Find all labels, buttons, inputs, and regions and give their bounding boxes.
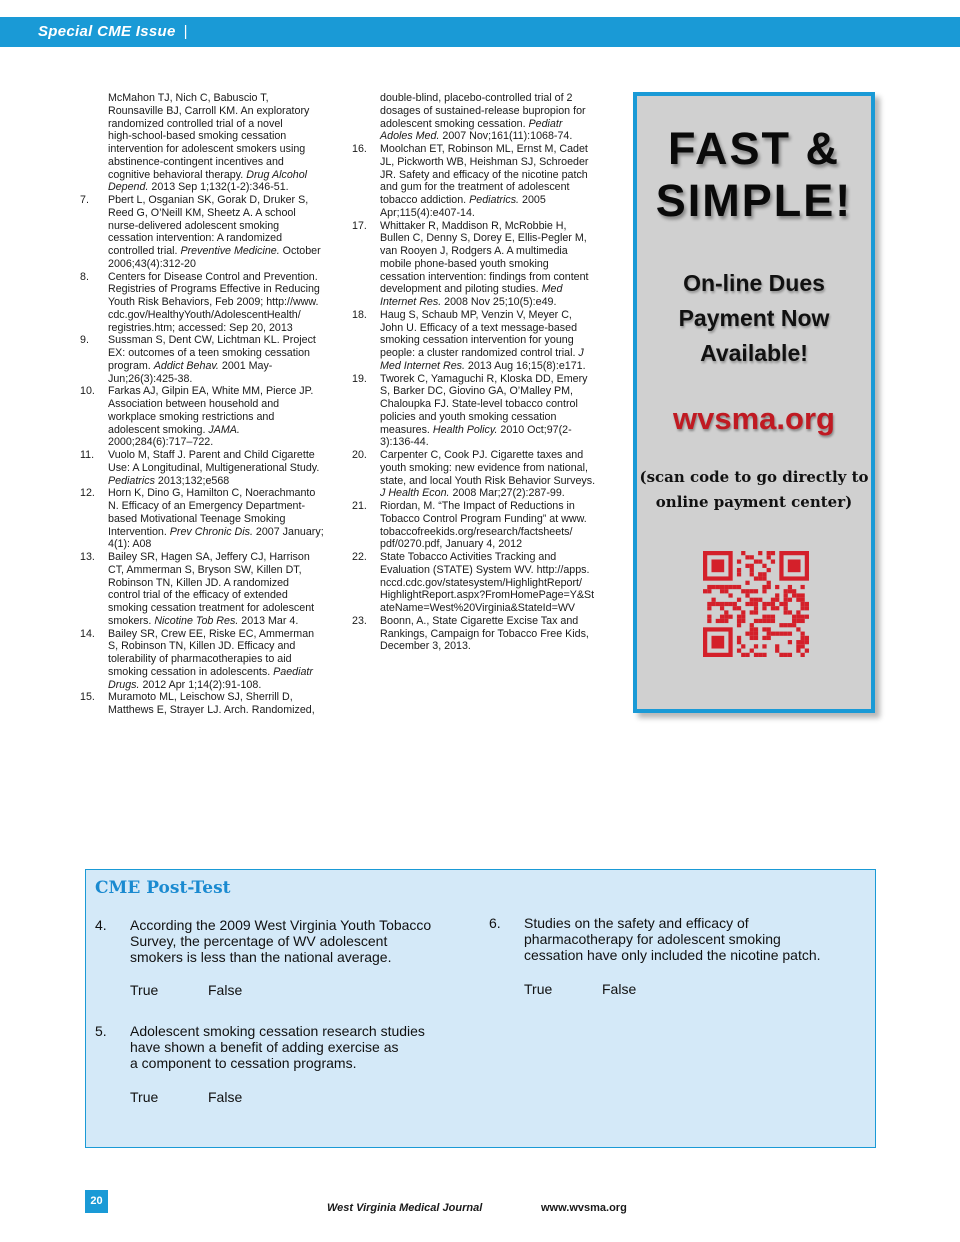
reference-item (80, 691, 332, 717)
reference-text: Farkas AJ, Gilpin EA, White MM, Pierce JP. Association between household and workplace smoking restrictions and adolescent smoking. JAMA. 2000;284(6):717–722. (108, 385, 314, 449)
reference-number: 15. (80, 691, 95, 704)
page-number: 20 (85, 1190, 108, 1213)
reference-item (352, 92, 608, 143)
reference-text: Vuolo M, Staff J. Parent and Child Cigarette Use: A Longitudinal, Multigenerational Study. Pediatrics 2013;132;e568 (108, 449, 320, 487)
reference-item (80, 92, 332, 194)
journal-url[interactable]: www.wvsma.org (541, 1202, 627, 1214)
reference-item (80, 628, 332, 692)
reference-number: 23. (352, 614, 367, 627)
ad-headline-2: SIMPLE! (655, 175, 853, 226)
reference-text: Bailey SR, Crew EE, Riske EC, Ammerman S, Robinson TN, Killen JD. Efficacy and tolerability of pharmacotherapies to aid smoking cessation in adolescents. Paediatr Drugs. 2012 Apr 1;14(2):91-108. (108, 627, 315, 691)
question-text: Adolescent smoking cessation research studies have shown a benefit of adding exercise as a component to cessation programs. (130, 1023, 425, 1071)
reference-item (80, 271, 332, 335)
reference-number: 20. (352, 449, 367, 461)
reference-item (352, 500, 608, 551)
reference-number: 10. (80, 385, 95, 398)
reference-text: Moolchan ET, Robinson ML, Ernst M, Cadet JL, Pickworth WB, Heishman SJ, Schroeder JR. Safety and efficacy of the nicotine patch and gum for the treatment of adolescent tobacco addiction. Pediatrics. 2005 Apr;115(4):e407-14. (380, 143, 589, 219)
reference-item (352, 449, 608, 500)
dues-payment-ad (633, 92, 875, 713)
header-bar (0, 17, 960, 47)
references-column-2 (352, 92, 608, 653)
reference-item (352, 615, 608, 653)
reference-text: Haug S, Schaub MP, Venzin V, Meyer C, John U. Efficacy of a text message-based smoking cessation intervention for young people: a cluster randomized control trial. J Med Internet Res. 2013 Aug 16;15(8):e171. (380, 308, 586, 372)
reference-text: Riordan, M. “The Impact of Reductions in Tobacco Control Program Funding” at www. tobaccofreekids.org/research/factsheets/ pdf/0270.pdf, January 4, 2012 (380, 500, 587, 551)
reference-text: Bailey SR, Hagen SA, Jeffery CJ, Harrison CT, Ammerman S, Bryson SW, Killen DT, Robinson TN, Killen JD. A randomized control trial of the efficacy of extended smoking cessation treatment for adolescent smokers. Nicotine Tob Res. 2013 Mar 4. (108, 551, 315, 627)
reference-item (352, 551, 608, 615)
ad-subhead-1: On-line Dues (683, 270, 825, 296)
reference-text: double-blind, placebo-controlled trial of 2 dosages of sustained-release bupropion for adolescent smoking cessation. Pediatr Adoles Med. 2007 Nov;161(11):1068-74. (380, 92, 586, 143)
reference-text: Boonn, A., State Cigarette Excise Tax and Rankings, Campaign for Tobacco Free Kids, December 3, 2013. (380, 614, 589, 653)
reference-number (80, 92, 108, 194)
journal-name: West Virginia Medical Journal (327, 1202, 483, 1214)
reference-text: State Tobacco Activities Tracking and Evaluation (STATE) System WV. http://apps. nccd.cdc.gov/statesystem/HighlightReport/ HighlightReport.aspx?FromHomePage=Y&St ateName=West%20Virginia&StateId=WV (380, 551, 595, 614)
reference-item (80, 449, 332, 487)
reference-text: Sussman S, Dent CW, Lichtman KL. Project EX: outcomes of a teen smoking cessation program. Addict Behav. 2001 May- Jun;26(3):425-38. (108, 334, 316, 385)
reference-number: 14. (80, 627, 95, 640)
reference-item (352, 220, 608, 309)
references-column-1 (80, 92, 332, 717)
reference-number: 13. (80, 551, 95, 563)
reference-item (352, 143, 608, 220)
reference-item (80, 334, 332, 385)
reference-item (80, 385, 332, 449)
reference-item (352, 373, 608, 450)
reference-item (80, 194, 332, 271)
question-6-false-option[interactable]: False (602, 981, 637, 997)
ad-subhead-2: Payment Now (678, 305, 830, 331)
question-text: Studies on the safety and efficacy of pharmacotherapy for adolescent smoking cessation have only included the nicotine patch. (524, 915, 821, 963)
reference-number: 18. (352, 308, 367, 321)
reference-number: 22. (352, 551, 367, 563)
qr-code-icon[interactable] (703, 551, 809, 657)
post-test-title: CME Post-Test (95, 878, 231, 898)
reference-number: 8. (80, 270, 89, 283)
reference-number: 16. (352, 143, 367, 155)
cme-post-test-box (85, 869, 876, 1148)
reference-number: 21. (352, 500, 367, 512)
reference-number: 19. (352, 372, 367, 385)
reference-text: Centers for Disease Control and Prevention. Registries of Programs Effective in Reducing Youth Risk Behaviors, Feb 2009; http://www. cdc.gov/HealthyYouth/AdolescentHealth/ registries.htm; accessed: Sep 20, 2013 (108, 270, 320, 334)
reference-number: 17. (352, 219, 367, 232)
reference-number: 7. (80, 194, 89, 206)
reference-number: 9. (80, 334, 89, 347)
ad-subhead-3: Available! (700, 340, 808, 366)
reference-number: 11. (80, 449, 95, 461)
ad-url-link[interactable]: wvsma.org (673, 401, 835, 436)
question-5-false-option[interactable]: False (208, 1089, 243, 1105)
reference-text: Tworek C, Yamaguchi R, Kloska DD, Emery S, Barker DC, Giovino GA, O’Malley PM, Chaloupka FJ. State-level tobacco control policies and youth smoking cessation measures. Health Policy. 2010 Oct;97(2- 3):136-44. (380, 372, 588, 449)
reference-number: 12. (80, 487, 95, 500)
question-number: 4. (95, 917, 107, 933)
ad-scan-text-2: online payment center) (655, 493, 853, 511)
reference-item (352, 309, 608, 373)
question-text: According the 2009 West Virginia Youth Tobacco Survey, the percentage of WV adolescent smokers is less than the national average. (130, 917, 432, 965)
ad-headline-1: FAST & (667, 123, 840, 174)
ad-scan-text-1: (scan code to go directly to (639, 468, 869, 486)
reference-number (352, 92, 380, 143)
reference-text: Carpenter C, Cook PJ. Cigarette taxes and youth smoking: new evidence from national, state, and local Youth Risk Behavior Surveys. J Health Econ. 2008 Mar;27(2):287-99. (380, 449, 596, 500)
reference-text: Horn K, Dino G, Hamilton C, Noerachmanto N. Efficacy of an Emergency Department- based Motivational Teenage Smoking Intervention. Prev Chronic Dis. 2007 January; 4(1): A08 (108, 487, 324, 551)
question-4-false-option[interactable]: False (208, 982, 243, 998)
question-number: 5. (95, 1023, 107, 1039)
reference-text: Pbert L, Osganian SK, Gorak D, Druker S, Reed G, O’Neill KM, Sheetz A. A school nurse-delivered adolescent smoking cessation intervention: A randomized controlled trial. Preventive Medicine. October 2006;43(4):312-20 (108, 194, 321, 270)
reference-item (80, 487, 332, 551)
question-4-true-option[interactable]: True (130, 982, 159, 998)
reference-text: Whittaker R, Maddison R, McRobbie H, Bullen C, Denny S, Dorey E, Ellis-Pegler M, van Rooyen J, Rodgers A. A multimedia mobile phone-based youth smoking cessation intervention: findings from content development and piloting studies. Med Internet Res. 2008 Nov 25;10(5):e49. (380, 219, 589, 308)
question-number: 6. (489, 915, 501, 931)
question-5-true-option[interactable]: True (130, 1089, 159, 1105)
question-6-true-option[interactable]: True (524, 981, 553, 997)
issue-title: Special CME Issue | (38, 23, 188, 40)
reference-text: Muramoto ML, Leischow SJ, Sherrill D, Matthews E, Strayer LJ. Arch. Randomized, (108, 691, 315, 716)
reference-item (80, 551, 332, 628)
reference-text: McMahon TJ, Nich C, Babuscio T, Rounsaville BJ, Carroll KM. An exploratory randomized controlled trial of a novel high-school-based smoking cessation intervention for adolescent smokers using abstinence-contingent incentives and cognitive behavioral therapy. Drug Alcohol Depend. 2013 Sep 1;132(1-2):346-51. (108, 92, 310, 194)
